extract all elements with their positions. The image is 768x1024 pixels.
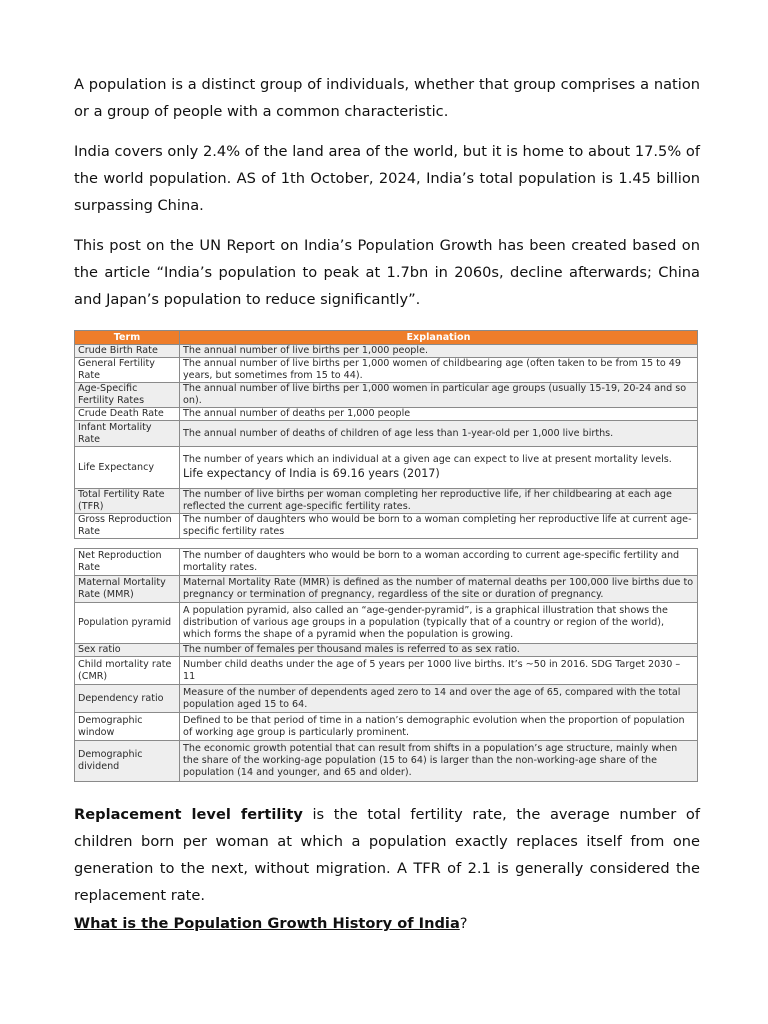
table-row xyxy=(75,421,698,447)
explanation-cell: A population pyramid, also called an “age-gender-pyramid”, is a graphical illustration that shows the distribution of various age groups in a population (typically that of a country or region of the world), which forms the shape of a pyramid when the population is growing. xyxy=(180,603,698,644)
term-cell: Life Expectancy xyxy=(75,447,180,489)
post-source-paragraph: This post on the UN Report on India’s Population Growth has been created based on the article “India’s population to peak at 1.7bn in 2060s, decline afterwards; China and Japan’s population to reduce significantly”. xyxy=(74,237,700,308)
section-heading-link[interactable]: What is the Population Growth History of India xyxy=(74,915,460,932)
table-row xyxy=(75,408,698,421)
term-cell: Infant Mortality Rate xyxy=(75,421,180,447)
explanation-cell: Maternal Mortality Rate (MMR) is defined as the number of maternal deaths per 100,000 live births due to pregnancy or termination of pregnancy, regardless of the site or duration of pregnancy. xyxy=(180,576,698,603)
table-row xyxy=(75,657,698,685)
header-explanation: Explanation xyxy=(180,331,698,345)
table-row xyxy=(75,383,698,408)
term-cell: Gross Reproduction Rate xyxy=(75,514,180,539)
term-cell: Demographic window xyxy=(75,713,180,741)
table-row xyxy=(75,576,698,603)
table-row xyxy=(75,447,698,489)
term-cell: Net Reproduction Rate xyxy=(75,549,180,576)
explanation-cell: The annual number of deaths per 1,000 people xyxy=(180,408,698,421)
explanation-cell xyxy=(180,447,698,489)
table-row xyxy=(75,603,698,644)
term-cell: General Fertility Rate xyxy=(75,358,180,383)
term-cell: Total Fertility Rate (TFR) xyxy=(75,489,180,514)
section-heading-suffix: ? xyxy=(459,915,468,932)
replacement-fertility-term: Replacement level fertility xyxy=(74,806,303,823)
header-term: Term xyxy=(75,331,180,345)
life-expectancy-india: Life expectancy of India is 69.16 years (2017) xyxy=(183,466,440,480)
term-cell: Population pyramid xyxy=(75,603,180,644)
term-cell: Maternal Mortality Rate (MMR) xyxy=(75,576,180,603)
explanation-cell: The annual number of live births per 1,000 women in particular age groups (usually 15-19, 20-24 and so on). xyxy=(180,383,698,408)
explanation-cell: Number child deaths under the age of 5 years per 1000 live births. It’s ~50 in 2016. SDG Target 2030 – 11 xyxy=(180,657,698,685)
table-row xyxy=(75,741,698,782)
replacement-fertility-paragraph xyxy=(74,801,700,909)
explanation-cell: The number of live births per woman completing her reproductive life, if her childbearing at each age reflected the current age-specific fertility rates. xyxy=(180,489,698,514)
explanation-cell: The economic growth potential that can result from shifts in a population’s age structure, mainly when the share of the working-age population (15 to 64) is larger than the non-working-age share of the population (14 and younger, and 65 and older). xyxy=(180,741,698,782)
table-row xyxy=(75,345,698,358)
table-row xyxy=(75,644,698,657)
term-cell: Child mortality rate (CMR) xyxy=(75,657,180,685)
table-header-row xyxy=(75,331,698,345)
term-cell: Crude Birth Rate xyxy=(75,345,180,358)
explanation-cell: The annual number of live births per 1,000 people. xyxy=(180,345,698,358)
term-cell: Crude Death Rate xyxy=(75,408,180,421)
term-cell: Sex ratio xyxy=(75,644,180,657)
replacement-fertility-definition: is the total fertility rate, the average number of children born per woman at which a population exactly replaces itself from one generation to the next, without migration. A TFR of 2.1 is generally considered the replacement rate. xyxy=(74,806,700,904)
table-row xyxy=(75,685,698,713)
term-cell: Dependency ratio xyxy=(75,685,180,713)
india-population-paragraph: India covers only 2.4% of the land area of the world, but it is home to about 17.5% of the world population. AS of 1th October, 2024, India’s total population is 1.45 billion surpassing China. xyxy=(74,143,700,214)
table-row xyxy=(75,514,698,539)
term-cell: Age-Specific Fertility Rates xyxy=(75,383,180,408)
section-heading xyxy=(74,910,468,937)
table-row xyxy=(75,549,698,576)
table-row xyxy=(75,713,698,741)
table-row xyxy=(75,358,698,383)
term-cell: Demographic dividend xyxy=(75,741,180,782)
explanation-cell: The number of daughters who would be born to a woman completing her reproductive life at current age-specific fertility rates xyxy=(180,514,698,539)
table-row xyxy=(75,489,698,514)
explanation-cell: The number of females per thousand males is referred to as sex ratio. xyxy=(180,644,698,657)
intro-paragraph: A population is a distinct group of individuals, whether that group comprises a nation or a group of people with a common characteristic. xyxy=(74,76,700,120)
life-expectancy-definition: The number of years which an individual at a given age can expect to live at present mortality levels. xyxy=(183,453,672,465)
terms-table-part-2 xyxy=(74,548,698,782)
explanation-cell: The annual number of live births per 1,000 women of childbearing age (often taken to be from 15 to 49 years, but sometimes from 15 to 44). xyxy=(180,358,698,383)
explanation-cell: Measure of the number of dependents aged zero to 14 and over the age of 65, compared with the total population aged 15 to 64. xyxy=(180,685,698,713)
explanation-cell: The number of daughters who would be born to a woman according to current age-specific fertility and mortality rates. xyxy=(180,549,698,576)
explanation-cell: The annual number of deaths of children of age less than 1-year-old per 1,000 live births. xyxy=(180,421,698,447)
terms-table-part-1 xyxy=(74,330,698,539)
explanation-cell: Defined to be that period of time in a nation’s demographic evolution when the proportion of population of working age group is particularly prominent. xyxy=(180,713,698,741)
